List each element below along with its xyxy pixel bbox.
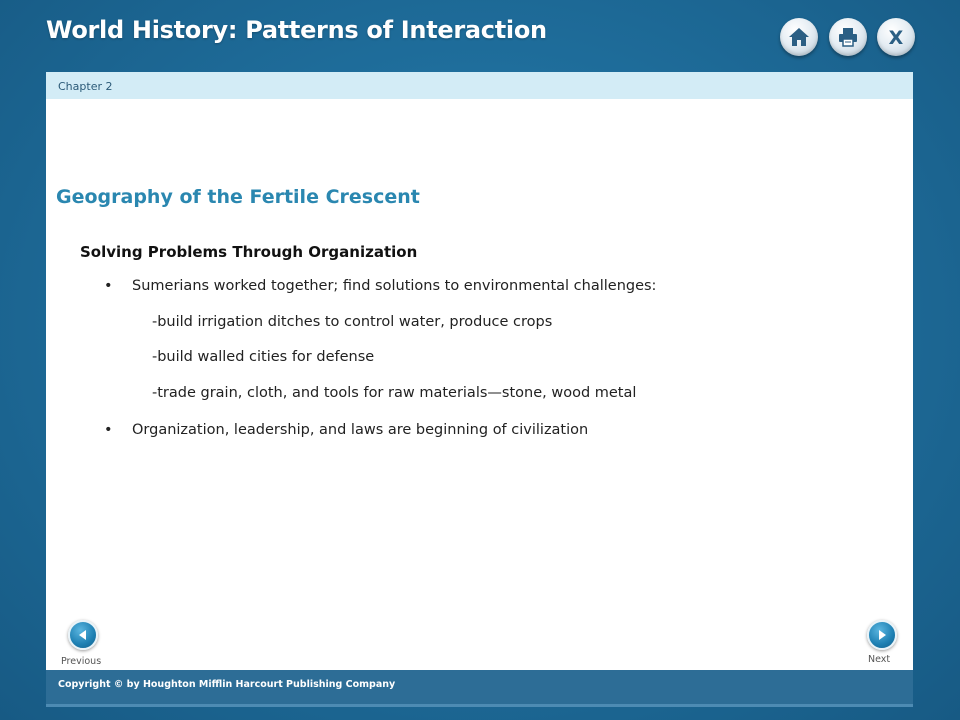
bullet-text: Organization, leadership, and laws are beginning of civilization — [132, 422, 589, 438]
close-icon — [885, 27, 907, 47]
chapter-label: Chapter 2 — [58, 80, 113, 93]
footer-bar — [46, 670, 913, 704]
home-button[interactable] — [780, 18, 818, 56]
printer-icon — [837, 27, 859, 47]
home-icon — [788, 27, 810, 47]
previous-button[interactable] — [68, 620, 98, 650]
next-button[interactable] — [867, 620, 897, 650]
sub-item: -build walled cities for defense — [152, 349, 375, 365]
close-button[interactable] — [877, 18, 915, 56]
footer-divider — [46, 704, 913, 707]
slide-title: Geography of the Fertile Crescent — [56, 186, 420, 208]
slide-subheading: Solving Problems Through Organization — [80, 243, 418, 261]
bullet-text: Sumerians worked together; find solutions to environmental challenges: — [132, 278, 657, 294]
bullet-item — [104, 278, 657, 294]
sub-item: -trade grain, cloth, and tools for raw materials—stone, wood metal — [152, 385, 637, 401]
sub-item: -build irrigation ditches to control water, produce crops — [152, 314, 553, 330]
content-panel — [46, 72, 913, 670]
print-button[interactable] — [829, 18, 867, 56]
title-bar — [0, 0, 960, 72]
bullet-item — [104, 422, 589, 438]
copyright-text: Copyright © by Houghton Mifflin Harcourt Publishing Company — [58, 679, 396, 690]
svg-text:X: X — [888, 27, 904, 47]
next-label: Next — [868, 654, 891, 665]
chapter-strip — [46, 72, 913, 99]
app-title: World History: Patterns of Interaction — [46, 16, 547, 44]
arrow-right-icon — [876, 629, 888, 641]
previous-label: Previous — [61, 656, 102, 667]
arrow-left-icon — [77, 629, 89, 641]
